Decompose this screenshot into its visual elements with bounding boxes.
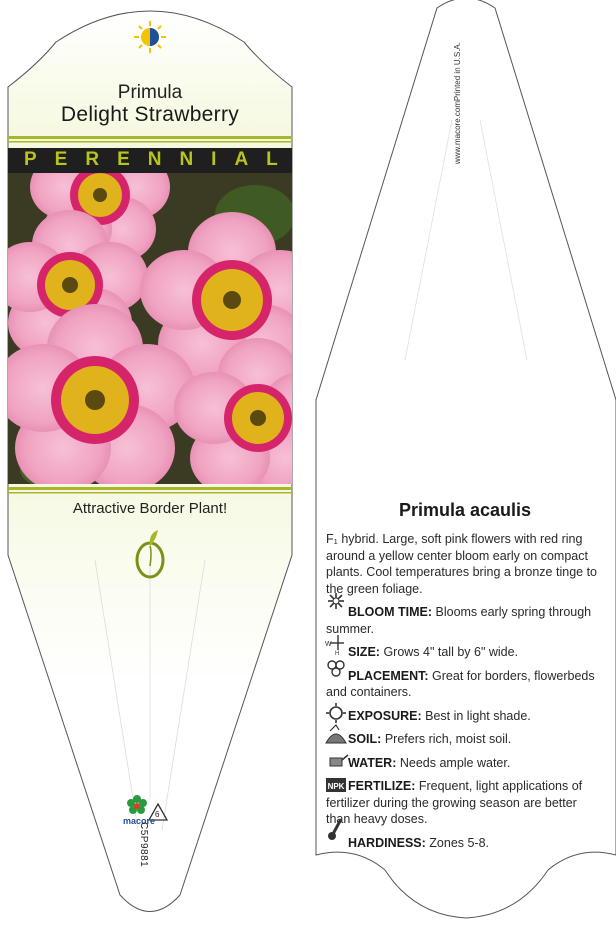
- care-text: Best in light shade.: [425, 708, 531, 723]
- svg-text:NPK: NPK: [327, 782, 345, 791]
- care-text: Needs ample water.: [399, 755, 511, 770]
- care-label: PLACEMENT:: [348, 668, 429, 683]
- care-label: WATER:: [348, 755, 397, 770]
- care-text: Frequent, light applications of fertilizer during the growing season are better than heavy doses.: [326, 779, 583, 826]
- description: F₁ hybrid. Large, soft pink flowers with red ring around a yellow center bloom early on compact plants. Cool temperatures bring a bronze tinge to the green foliage.: [326, 532, 597, 596]
- plant-genus: Primula: [117, 82, 183, 103]
- printed-info: [452, 42, 480, 165]
- care-item-placement: [326, 667, 604, 701]
- care-item-size: [326, 643, 604, 661]
- product-code: C5P9881: [138, 822, 149, 868]
- recycle-number: 6: [155, 810, 160, 819]
- care-item-exposure: [326, 707, 604, 725]
- care-item-water: [326, 754, 604, 772]
- care-text: Blooms early spring through summer.: [326, 605, 592, 636]
- care-text: Prefers rich, moist soil.: [384, 732, 512, 746]
- care-label: EXPOSURE:: [348, 708, 422, 723]
- care-label: BLOOM TIME:: [348, 605, 433, 619]
- care-label: SIZE:: [348, 645, 380, 659]
- brand-name: macore: [123, 816, 156, 826]
- website: www.macore.com: [453, 101, 462, 165]
- care-text: Zones 5-8.: [429, 835, 490, 850]
- care-item-bloom-time: [326, 603, 604, 637]
- care-label: HARDINESS:: [348, 835, 426, 850]
- back-content: [326, 500, 604, 857]
- slogan: Attractive Border Plant!: [72, 500, 228, 517]
- care-item-hardiness: [326, 834, 604, 852]
- care-label: SOIL:: [348, 732, 382, 746]
- care-label: FERTILIZE:: [348, 779, 416, 793]
- care-item-fertilize: [326, 777, 604, 828]
- care-text: Great for borders, flowerbeds and containers.: [326, 668, 595, 699]
- printed-in: Printed in U.S.A.: [453, 42, 462, 102]
- category-band-label: PERENNIAL: [24, 149, 296, 170]
- botanical-name: Primula acaulis: [398, 500, 532, 520]
- svg-text:W: W: [325, 641, 332, 648]
- svg-text:H: H: [335, 651, 340, 657]
- plant-variety: Delight Strawberry: [60, 103, 240, 126]
- care-item-soil: [326, 730, 604, 748]
- care-text: Grows 4" tall by 6" wide.: [383, 645, 519, 659]
- product-photo: [0, 127, 342, 494]
